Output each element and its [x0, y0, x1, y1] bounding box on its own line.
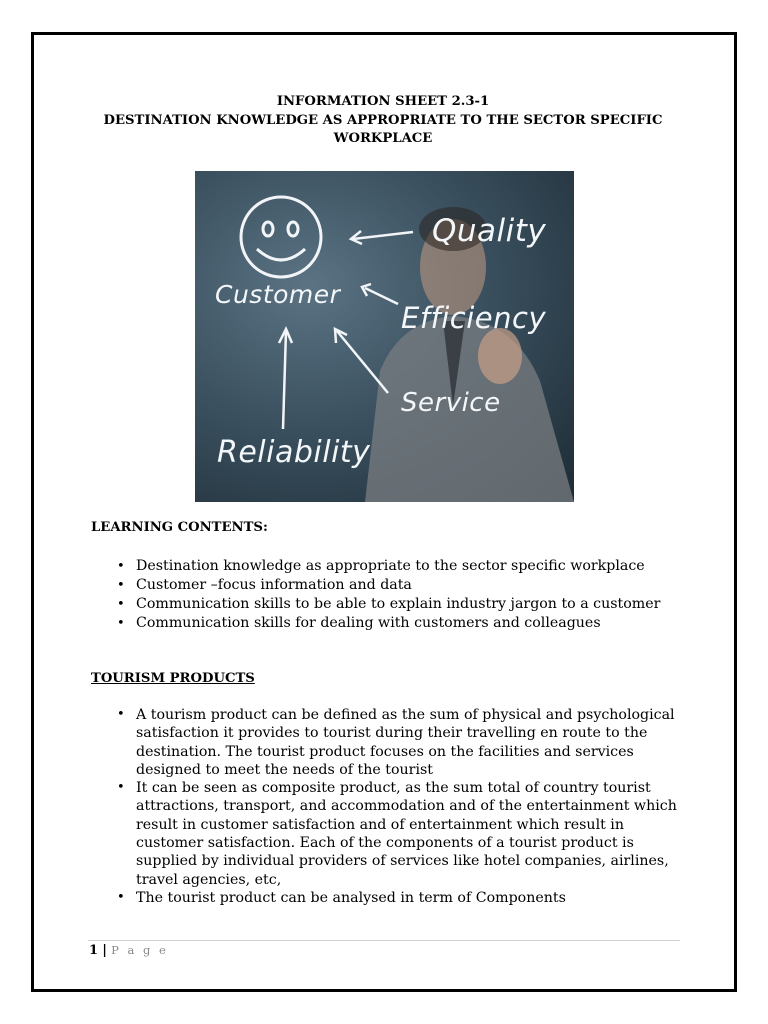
efficiency-label: Efficiency — [401, 301, 547, 335]
reliability-label: Reliability — [217, 435, 371, 470]
list-item-text: The tourist product can be analysed in term of Components — [136, 889, 566, 906]
quality-label: Quality — [432, 213, 547, 249]
bullet-icon: • — [117, 616, 125, 631]
footer-divider — [88, 940, 680, 941]
footer-separator: | — [102, 943, 107, 958]
list-item-text: Communication skills for dealing with customers and colleagues — [136, 615, 601, 631]
bullet-icon: • — [117, 559, 125, 574]
list-item-text: Communication skills to be able to explain industry jargon to a customer — [136, 596, 661, 612]
arrow-reliability — [283, 331, 286, 429]
list-item — [91, 595, 691, 614]
service-label: Service — [401, 388, 501, 418]
customer-label: Customer — [215, 280, 341, 309]
list-item-text: Destination knowledge as appropriate to the sector specific workplace — [136, 558, 645, 574]
list-item — [91, 706, 686, 779]
bullet-icon: • — [117, 780, 125, 796]
list-item-text: Customer –focus information and data — [136, 577, 412, 593]
arrow-efficiency — [365, 288, 398, 304]
list-item — [91, 614, 691, 633]
list-item — [91, 557, 691, 576]
sheet-number: INFORMATION SHEET 2.3-1 — [276, 94, 490, 109]
list-item-text: A tourism product can be defined as the sum of physical and psychological satisfaction it provides to tourist during their travelling en route to the destination. The tourist product focuses on the facilities and services designed to meet the needs of the tourist — [136, 707, 675, 778]
bullet-icon: • — [117, 889, 125, 905]
arrow-service — [337, 331, 388, 393]
bullet-icon: • — [117, 578, 125, 593]
page-label: P a g e — [111, 943, 169, 957]
bullet-icon: • — [117, 707, 125, 722]
page-number: 1 — [89, 943, 99, 958]
document-header — [60, 93, 706, 149]
arrow-quality — [353, 232, 413, 239]
man-hand — [478, 328, 522, 384]
list-item — [91, 576, 691, 595]
customer-service-photo — [195, 171, 574, 502]
list-item — [91, 889, 686, 907]
sheet-title-line: DESTINATION KNOWLEDGE AS APPROPRIATE TO THE SECTOR SPECIFIC — [103, 112, 663, 128]
list-item — [91, 779, 686, 889]
smiley-face-icon — [241, 197, 321, 277]
page-footer — [89, 943, 168, 958]
learning-contents-list — [91, 557, 691, 633]
list-item-text: It can be seen as composite product, as the sum total of country tourist attractions, transport, and accommodation and of the entertainment which result in customer satisfaction and of entertainment which result in customer satisfaction. Each of the components of a tourist product is supplied by individual providers of services like hotel companies, airlines, travel agencies, etc, — [136, 780, 677, 888]
tourism-products-heading: TOURISM PRODUCTS — [91, 671, 255, 686]
tourism-products-list — [91, 706, 686, 907]
sheet-title-line: WORKPLACE — [333, 131, 433, 146]
learning-contents-heading: LEARNING CONTENTS: — [91, 520, 268, 535]
bullet-icon: • — [117, 597, 125, 612]
